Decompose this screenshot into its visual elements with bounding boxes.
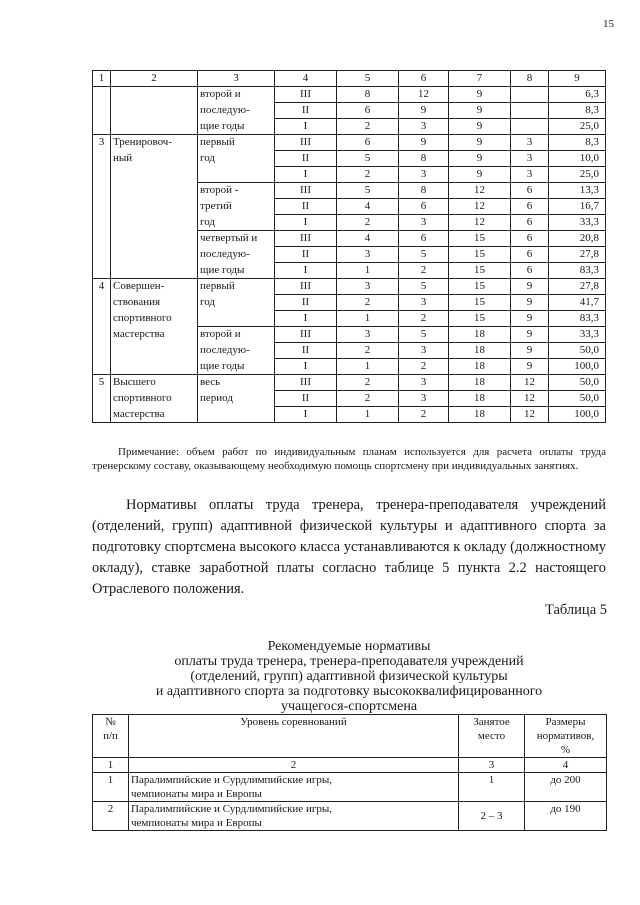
stage-num-cell: [93, 215, 111, 231]
value-cell: 9: [399, 135, 449, 151]
value-cell: [511, 87, 549, 103]
value-cell: [511, 119, 549, 135]
table-row: [93, 295, 606, 311]
header-cell: 2: [111, 71, 198, 87]
stage-num-cell: [93, 167, 111, 183]
value-cell: 3: [399, 375, 449, 391]
value-cell: I: [275, 215, 337, 231]
value-cell: 15: [449, 247, 511, 263]
stage-name-cell: спортивного: [111, 311, 198, 327]
header-place: Занятое место: [459, 715, 525, 758]
value-cell: 2: [337, 295, 399, 311]
stage-num-cell: [93, 327, 111, 343]
table-header-row: [93, 715, 607, 758]
value-cell: 3: [399, 167, 449, 183]
period-cell: [198, 311, 275, 327]
value-cell: 9: [511, 311, 549, 327]
value-cell: 33,3: [549, 327, 606, 343]
value-cell: I: [275, 407, 337, 423]
title-line: учащегося-спортсмена: [280, 699, 418, 714]
stage-num-cell: [93, 263, 111, 279]
stage-num-cell: [93, 343, 111, 359]
table-row: [93, 375, 606, 391]
value-cell: III: [275, 327, 337, 343]
value-cell: 12: [449, 183, 511, 199]
stage-num-cell: [93, 231, 111, 247]
stage-name-cell: мастерства: [111, 407, 198, 423]
value-cell: 15: [449, 263, 511, 279]
stage-num-cell: [93, 199, 111, 215]
paragraph-text: Нормативы оплаты труда тренера, тренера-преподавателя учреждений (отделений, групп) адаптивной физической культуры и адаптивного спорта за подготовку спортсмена высокого класса устанавливаются к окладу (должностному окладу), ставке заработной платы согласно таблице 5 пункта 2.2 настоящего Отраслевого положения.: [92, 497, 606, 597]
value-cell: 6: [337, 103, 399, 119]
value-cell: I: [275, 263, 337, 279]
value-cell: 3: [337, 279, 399, 295]
value-cell: III: [275, 183, 337, 199]
row-num: 2: [93, 802, 129, 831]
value-cell: 2: [399, 359, 449, 375]
stage-name-cell: [111, 215, 198, 231]
table-row: [93, 167, 606, 183]
value-cell: II: [275, 151, 337, 167]
period-cell: последую-: [198, 247, 275, 263]
value-cell: II: [275, 343, 337, 359]
stage-num-cell: [93, 359, 111, 375]
value-cell: 4: [337, 231, 399, 247]
title-line: (отделений, групп) адаптивной физической культуры: [190, 669, 508, 684]
value-cell: I: [275, 359, 337, 375]
value-cell: II: [275, 103, 337, 119]
table-row: [93, 151, 606, 167]
value-cell: 6: [511, 215, 549, 231]
row-size: до 200: [525, 773, 607, 802]
header-cell: 1: [93, 71, 111, 87]
stage-name-cell: [111, 231, 198, 247]
period-cell: щие годы: [198, 359, 275, 375]
table-5-label: Таблица 5: [544, 602, 607, 618]
value-cell: 12: [449, 199, 511, 215]
value-cell: 5: [399, 247, 449, 263]
title-line: Рекомендуемые нормативы: [267, 639, 431, 654]
header-cell: 3: [198, 71, 275, 87]
value-cell: 41,7: [549, 295, 606, 311]
header-cell: 7: [449, 71, 511, 87]
value-cell: 6: [399, 231, 449, 247]
table-row: [93, 103, 606, 119]
value-cell: 9: [449, 151, 511, 167]
table-row: [93, 183, 606, 199]
value-cell: 9: [449, 167, 511, 183]
header-size: Размеры нормативов, %: [525, 715, 607, 758]
value-cell: 2: [399, 311, 449, 327]
value-cell: 8: [337, 87, 399, 103]
period-cell: весь: [198, 375, 275, 391]
value-cell: 6: [399, 199, 449, 215]
index-cell: 1: [93, 758, 129, 773]
table-row: [93, 87, 606, 103]
value-cell: III: [275, 279, 337, 295]
value-cell: 83,3: [549, 263, 606, 279]
header-cell: 8: [511, 71, 549, 87]
stage-num-cell: 3: [93, 135, 111, 151]
value-cell: 2: [337, 215, 399, 231]
value-cell: 1: [337, 359, 399, 375]
row-level: Паралимпийские и Сурдлимпийские игры, чемпионаты мира и Европы: [129, 773, 459, 802]
header-cell: 5: [337, 71, 399, 87]
value-cell: III: [275, 231, 337, 247]
value-cell: 3: [511, 167, 549, 183]
stage-name-cell: Высшего: [111, 375, 198, 391]
index-cell: 3: [459, 758, 525, 773]
value-cell: 6: [511, 263, 549, 279]
period-cell: год: [198, 215, 275, 231]
value-cell: 3: [511, 151, 549, 167]
period-cell: [198, 407, 275, 423]
value-cell: 9: [511, 327, 549, 343]
value-cell: I: [275, 311, 337, 327]
high-class-norms-table: [92, 714, 607, 831]
period-cell: последую-: [198, 343, 275, 359]
title-line: и адаптивного спорта за подготовку высококвалифицированного: [155, 684, 543, 699]
stage-num-cell: 5: [93, 375, 111, 391]
value-cell: 4: [337, 199, 399, 215]
stage-num-cell: [93, 391, 111, 407]
value-cell: I: [275, 119, 337, 135]
stage-num-cell: 4: [93, 279, 111, 295]
stage-name-cell: спортивного: [111, 391, 198, 407]
value-cell: 25,0: [549, 119, 606, 135]
value-cell: 100,0: [549, 359, 606, 375]
header-cell: 6: [399, 71, 449, 87]
stage-name-cell: Тренировоч-: [111, 135, 198, 151]
value-cell: 9: [449, 103, 511, 119]
period-cell: [198, 167, 275, 183]
value-cell: 9: [449, 87, 511, 103]
value-cell: 18: [449, 375, 511, 391]
row-size: до 190: [525, 802, 607, 831]
value-cell: 8: [399, 151, 449, 167]
value-cell: 2: [337, 167, 399, 183]
value-cell: 100,0: [549, 407, 606, 423]
coach-norms-table-continued: [92, 70, 606, 423]
table-row: [93, 247, 606, 263]
value-cell: 2: [337, 343, 399, 359]
table-row: [93, 773, 607, 802]
value-cell: 18: [449, 343, 511, 359]
table-5-title: [92, 639, 606, 714]
value-cell: 9: [511, 343, 549, 359]
value-cell: 15: [449, 295, 511, 311]
value-cell: 6: [511, 199, 549, 215]
stage-num-cell: [93, 183, 111, 199]
period-cell: второй -: [198, 183, 275, 199]
table-row: [93, 199, 606, 215]
value-cell: 2: [337, 391, 399, 407]
value-cell: 3: [511, 135, 549, 151]
value-cell: 27,8: [549, 279, 606, 295]
title-line: оплаты труда тренера, тренера-преподавателя учреждений: [174, 654, 524, 669]
stage-num-cell: [93, 311, 111, 327]
value-cell: [511, 103, 549, 119]
value-cell: 8,3: [549, 103, 606, 119]
value-cell: 3: [399, 215, 449, 231]
value-cell: 10,0: [549, 151, 606, 167]
value-cell: II: [275, 391, 337, 407]
value-cell: 15: [449, 231, 511, 247]
value-cell: 9: [511, 279, 549, 295]
table-note: [92, 445, 606, 473]
value-cell: 2: [337, 375, 399, 391]
index-row: [93, 758, 607, 773]
value-cell: 16,7: [549, 199, 606, 215]
value-cell: 9: [449, 119, 511, 135]
table-row: [93, 263, 606, 279]
table-row: [93, 407, 606, 423]
value-cell: 20,8: [549, 231, 606, 247]
table-row: [93, 135, 606, 151]
stage-name-cell: [111, 199, 198, 215]
value-cell: 2: [337, 119, 399, 135]
stage-num-cell: [93, 151, 111, 167]
value-cell: II: [275, 199, 337, 215]
period-cell: второй и: [198, 327, 275, 343]
page-number: 15: [603, 18, 614, 30]
stage-name-cell: Совершен-: [111, 279, 198, 295]
stage-num-cell: [93, 87, 111, 103]
value-cell: 3: [399, 119, 449, 135]
value-cell: 6: [511, 231, 549, 247]
value-cell: III: [275, 87, 337, 103]
value-cell: 1: [337, 311, 399, 327]
period-cell: период: [198, 391, 275, 407]
value-cell: 5: [399, 279, 449, 295]
row-place: 2 – 3: [459, 802, 525, 831]
value-cell: 6: [337, 135, 399, 151]
note-text: Примечание: объем работ по индивидуальным планам используется для расчета оплаты труда тренерскому составу, оказывающему необходимую помощь спортсмену при индивидуальных занятиях.: [92, 446, 606, 472]
value-cell: 2: [399, 263, 449, 279]
table-row: [93, 311, 606, 327]
value-cell: 15: [449, 279, 511, 295]
stage-name-cell: [111, 343, 198, 359]
stage-name-cell: [111, 119, 198, 135]
period-cell: щие годы: [198, 263, 275, 279]
value-cell: 12: [449, 215, 511, 231]
value-cell: 6,3: [549, 87, 606, 103]
table-row: [93, 359, 606, 375]
table-row: [93, 231, 606, 247]
value-cell: 5: [399, 327, 449, 343]
header-level: Уровень соревнований: [129, 715, 459, 758]
value-cell: III: [275, 135, 337, 151]
value-cell: II: [275, 295, 337, 311]
value-cell: 3: [399, 295, 449, 311]
value-cell: 9: [399, 103, 449, 119]
stage-name-cell: [111, 183, 198, 199]
period-cell: четвертый и: [198, 231, 275, 247]
stage-num-cell: [93, 407, 111, 423]
value-cell: 12: [511, 375, 549, 391]
stage-name-cell: ный: [111, 151, 198, 167]
table-row: [93, 327, 606, 343]
table-row: [93, 279, 606, 295]
period-cell: первый: [198, 279, 275, 295]
value-cell: 9: [511, 295, 549, 311]
value-cell: 5: [337, 151, 399, 167]
stage-name-cell: [111, 103, 198, 119]
value-cell: 18: [449, 391, 511, 407]
index-cell: 4: [525, 758, 607, 773]
header-cell: 9: [549, 71, 606, 87]
value-cell: 13,3: [549, 183, 606, 199]
value-cell: 9: [511, 359, 549, 375]
stage-num-cell: [93, 119, 111, 135]
value-cell: 18: [449, 407, 511, 423]
value-cell: 15: [449, 311, 511, 327]
value-cell: 3: [399, 391, 449, 407]
table-row: [93, 215, 606, 231]
value-cell: 33,3: [549, 215, 606, 231]
value-cell: III: [275, 375, 337, 391]
period-cell: третий: [198, 199, 275, 215]
header-num: № п/п: [93, 715, 129, 758]
period-cell: второй и: [198, 87, 275, 103]
value-cell: I: [275, 167, 337, 183]
row-place: 1: [459, 773, 525, 802]
value-cell: 3: [337, 247, 399, 263]
body-paragraph: [92, 495, 606, 600]
value-cell: 8: [399, 183, 449, 199]
table-row: [93, 343, 606, 359]
value-cell: 50,0: [549, 375, 606, 391]
stage-name-cell: [111, 247, 198, 263]
value-cell: 3: [399, 343, 449, 359]
stage-num-cell: [93, 247, 111, 263]
stage-num-cell: [93, 295, 111, 311]
table-header-row: [93, 71, 606, 87]
stage-name-cell: [111, 359, 198, 375]
value-cell: 3: [337, 327, 399, 343]
table-row: [93, 802, 607, 831]
value-cell: II: [275, 247, 337, 263]
stage-num-cell: [93, 103, 111, 119]
value-cell: 1: [337, 407, 399, 423]
row-num: 1: [93, 773, 129, 802]
value-cell: 2: [399, 407, 449, 423]
period-cell: год: [198, 151, 275, 167]
value-cell: 50,0: [549, 343, 606, 359]
stage-name-cell: [111, 87, 198, 103]
value-cell: 5: [337, 183, 399, 199]
stage-name-cell: [111, 167, 198, 183]
table-row: [93, 391, 606, 407]
value-cell: 12: [511, 391, 549, 407]
value-cell: 1: [337, 263, 399, 279]
header-cell: 4: [275, 71, 337, 87]
value-cell: 6: [511, 183, 549, 199]
index-cell: 2: [129, 758, 459, 773]
value-cell: 18: [449, 327, 511, 343]
period-cell: первый: [198, 135, 275, 151]
value-cell: 25,0: [549, 167, 606, 183]
stage-name-cell: [111, 263, 198, 279]
value-cell: 18: [449, 359, 511, 375]
value-cell: 12: [399, 87, 449, 103]
value-cell: 12: [511, 407, 549, 423]
table-row: [93, 119, 606, 135]
period-cell: год: [198, 295, 275, 311]
row-level: Паралимпийские и Сурдлимпийские игры, чемпионаты мира и Европы: [129, 802, 459, 831]
value-cell: 50,0: [549, 391, 606, 407]
value-cell: 6: [511, 247, 549, 263]
stage-name-cell: мастерства: [111, 327, 198, 343]
stage-name-cell: ствования: [111, 295, 198, 311]
value-cell: 9: [449, 135, 511, 151]
value-cell: 83,3: [549, 311, 606, 327]
period-cell: последую-: [198, 103, 275, 119]
value-cell: 27,8: [549, 247, 606, 263]
period-cell: щие годы: [198, 119, 275, 135]
value-cell: 8,3: [549, 135, 606, 151]
